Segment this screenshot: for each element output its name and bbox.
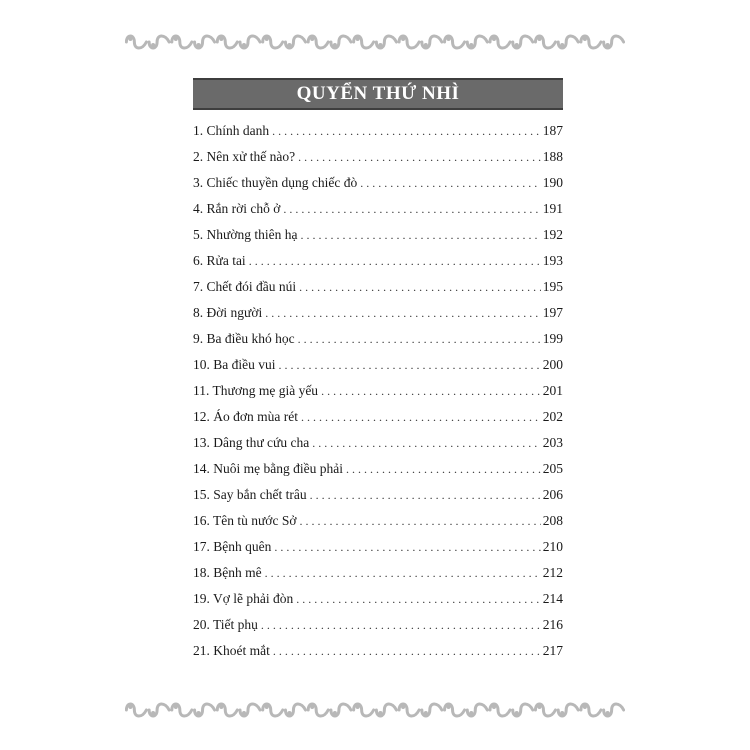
toc-entry-title: 1. Chính danh	[193, 123, 270, 138]
toc-entry-title: 21. Khoét mắt	[193, 643, 270, 658]
scroll-ornament-motif	[422, 36, 442, 48]
toc-entry	[193, 560, 563, 586]
dot-leader	[299, 274, 541, 300]
scroll-ornament-motif	[490, 36, 510, 48]
scroll-ornament-motif	[467, 36, 487, 48]
toc-entry-title: 3. Chiếc thuyền dụng chiếc đò	[193, 175, 358, 190]
scroll-ornament-motif	[399, 704, 419, 716]
toc-entry	[193, 534, 563, 560]
toc-entry-page-number: 197	[542, 305, 563, 320]
scroll-ornament-motif	[308, 704, 328, 716]
scroll-ornament-motif	[604, 36, 624, 48]
toc-entry-page-number: 188	[542, 149, 563, 164]
scroll-ornament-motif	[172, 704, 192, 716]
toc-entry-page-number: 192	[542, 227, 563, 242]
toc-entry	[193, 300, 563, 326]
scroll-ornament-motif	[195, 704, 215, 716]
toc-entry-title: 4. Rắn rời chỗ ở	[193, 201, 281, 216]
table-of-contents	[193, 118, 563, 664]
scroll-ornament-motif	[263, 704, 283, 716]
scroll-ornament-motif	[308, 36, 328, 48]
dot-leader	[283, 196, 540, 222]
toc-entry-title: 16. Tên tù nước Sở	[193, 513, 297, 528]
toc-entry-title: 20. Tiết phụ	[193, 617, 258, 632]
dot-leader	[279, 352, 541, 378]
toc-entry-title: 2. Nên xử thế nào?	[193, 149, 296, 164]
toc-entry	[193, 144, 563, 170]
toc-entry-page-number: 214	[542, 591, 563, 606]
toc-entry-page-number: 208	[542, 513, 563, 528]
toc-entry	[193, 430, 563, 456]
scroll-ornament-motif	[285, 704, 305, 716]
toc-entry-page-number: 199	[542, 331, 563, 346]
scroll-ornament-motif	[422, 704, 442, 716]
scroll-ornament-motif	[240, 36, 260, 48]
toc-entry-title: 8. Đời người	[193, 305, 263, 320]
toc-entry-title: 9. Ba điều khó học	[193, 331, 295, 346]
scroll-ornament-motif	[445, 36, 465, 48]
dot-leader	[249, 248, 541, 274]
scroll-ornament-motif	[240, 704, 260, 716]
dot-leader	[265, 300, 541, 326]
toc-entry-title: 5. Nhường thiên hạ	[193, 227, 298, 242]
scroll-ornament-motif	[217, 36, 237, 48]
toc-entry	[193, 170, 563, 196]
toc-entry	[193, 352, 563, 378]
toc-entry	[193, 196, 563, 222]
scroll-ornament-motif	[126, 704, 146, 716]
scroll-ornament-motif	[445, 704, 465, 716]
toc-entry	[193, 638, 563, 664]
scroll-ornament-motif	[376, 704, 396, 716]
scroll-ornament-motif	[217, 704, 237, 716]
toc-entry-title: 10. Ba điều vui	[193, 357, 276, 372]
toc-entry-title: 18. Bệnh mê	[193, 565, 262, 580]
scroll-ornament-motif	[331, 704, 351, 716]
scroll-ornament-motif	[149, 704, 169, 716]
top-ornament-border	[125, 30, 625, 54]
toc-entry	[193, 456, 563, 482]
dot-leader	[261, 612, 541, 638]
toc-entry-page-number: 205	[542, 461, 563, 476]
scroll-ornament-motif	[467, 704, 487, 716]
toc-entry-page-number: 217	[542, 643, 563, 658]
scroll-ornament-motif	[535, 704, 555, 716]
toc-entry-title: 19. Vợ lẽ phải đòn	[193, 591, 294, 606]
toc-entry	[193, 248, 563, 274]
scroll-ornament-motif	[126, 36, 146, 48]
dot-leader	[312, 430, 541, 456]
toc-entry-title: 17. Bệnh quên	[193, 539, 272, 554]
dot-leader	[360, 170, 541, 196]
scroll-ornament-motif	[490, 704, 510, 716]
dot-leader	[346, 456, 541, 482]
scroll-ornament-motif	[558, 36, 578, 48]
toc-entry	[193, 274, 563, 300]
scroll-ornament-motif	[376, 36, 396, 48]
scroll-ornament-motif	[263, 36, 283, 48]
toc-entry-page-number: 190	[542, 175, 563, 190]
toc-entry	[193, 222, 563, 248]
scroll-ornament-motif	[172, 36, 192, 48]
toc-entry-page-number: 191	[542, 201, 563, 216]
dot-leader	[265, 560, 541, 586]
toc-entry	[193, 326, 563, 352]
toc-entry-page-number: 203	[542, 435, 563, 450]
toc-entry-page-number: 206	[542, 487, 563, 502]
toc-entry-page-number: 195	[542, 279, 563, 294]
toc-entry	[193, 404, 563, 430]
toc-entry-title: 14. Nuôi mẹ bằng điều phải	[193, 461, 343, 476]
toc-entry-page-number: 187	[542, 123, 563, 138]
scroll-ornament-motif	[354, 36, 374, 48]
toc-entry-title: 13. Dâng thư cứu cha	[193, 435, 310, 450]
scroll-ornament-motif	[285, 36, 305, 48]
toc-entry-title: 7. Chết đói đầu núi	[193, 279, 297, 294]
toc-entry-page-number: 216	[542, 617, 563, 632]
dot-leader	[299, 508, 540, 534]
toc-entry	[193, 508, 563, 534]
dot-leader	[273, 638, 541, 664]
toc-entry-page-number: 201	[542, 383, 563, 398]
toc-entry	[193, 118, 563, 144]
scroll-ornament-motif	[558, 704, 578, 716]
scroll-ornament-motif	[354, 704, 374, 716]
toc-entry-page-number: 202	[542, 409, 563, 424]
dot-leader	[298, 144, 541, 170]
scroll-ornament-motif	[331, 36, 351, 48]
section-heading-banner	[193, 78, 563, 110]
dot-leader	[298, 326, 541, 352]
dot-leader	[301, 404, 541, 430]
toc-entry-title: 12. Áo đơn mùa rét	[193, 409, 298, 424]
toc-entry-title: 6. Rửa tai	[193, 253, 246, 268]
scroll-ornament-motif	[513, 704, 533, 716]
toc-entry-page-number: 212	[542, 565, 563, 580]
section-heading: QUYỂN THỨ NHÌ	[296, 83, 460, 104]
dot-leader	[300, 222, 540, 248]
scroll-ornament-motif	[399, 36, 419, 48]
toc-entry	[193, 378, 563, 404]
scroll-ornament-motif	[149, 36, 169, 48]
toc-entry-page-number: 200	[542, 357, 563, 372]
scroll-ornament-motif	[604, 704, 624, 716]
scroll-ornament-motif	[535, 36, 555, 48]
dot-leader	[272, 118, 541, 144]
toc-entry-title: 15. Say bắn chết trâu	[193, 487, 307, 502]
toc-entry	[193, 586, 563, 612]
toc-entry-page-number: 193	[542, 253, 563, 268]
scroll-ornament-motif	[195, 36, 215, 48]
scroll-ornament-motif	[581, 36, 601, 48]
dot-leader	[321, 378, 541, 404]
dot-leader	[310, 482, 541, 508]
toc-entry-page-number: 210	[542, 539, 563, 554]
scroll-ornament-motif	[513, 36, 533, 48]
toc-entry-title: 11. Thương mẹ già yếu	[193, 383, 319, 398]
bottom-ornament-border	[125, 698, 625, 722]
toc-entry	[193, 612, 563, 638]
toc-entry	[193, 482, 563, 508]
dot-leader	[274, 534, 540, 560]
dot-leader	[296, 586, 540, 612]
scroll-ornament-motif	[581, 704, 601, 716]
